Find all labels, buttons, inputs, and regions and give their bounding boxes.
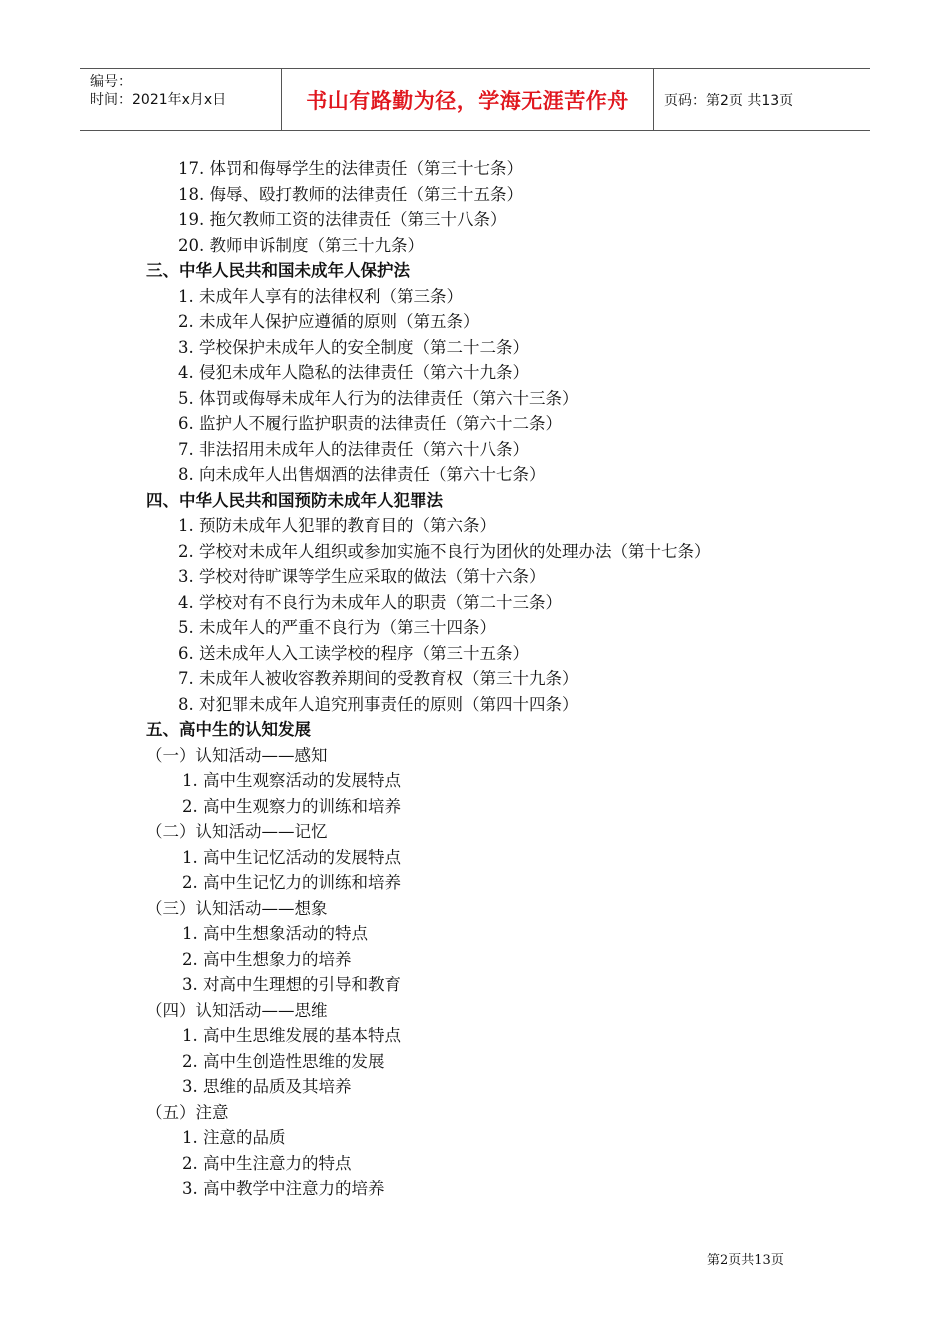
- subsection-heading: （二）认知活动——记忆: [146, 822, 328, 841]
- list-item: 1. 未成年人享有的法律权利（第三条）: [178, 286, 463, 306]
- list-item: 3. 思维的品质及其培养: [182, 1077, 352, 1096]
- list-item: 7. 未成年人被收容教养期间的受教育权（第三十九条）: [178, 669, 579, 688]
- list-item: 2. 高中生注意力的特点: [182, 1153, 352, 1173]
- list-item: 2. 未成年人保护应遵循的原则（第五条）: [178, 312, 480, 331]
- header-page-label: 页码：第2页 共13页: [664, 92, 794, 109]
- serial-label: 编号：: [90, 74, 132, 90]
- list-item: 2. 高中生想象力的培养: [182, 949, 352, 969]
- list-item: 6. 送未成年人入工读学校的程序（第三十五条）: [178, 643, 529, 663]
- list-item: 2. 高中生记忆力的训练和培养: [182, 873, 401, 892]
- header-motto-cell: [281, 69, 654, 130]
- header-page-cell: [654, 69, 870, 130]
- list-item: 1. 注意的品质: [182, 1128, 286, 1147]
- list-item: 2. 学校对未成年人组织或参加实施不良行为团伙的处理办法（第十七条）: [178, 541, 711, 561]
- list-item: 6. 监护人不履行监护职责的法律责任（第六十二条）: [178, 414, 562, 433]
- header-left-cell: [80, 69, 281, 130]
- list-item: 3. 高中教学中注意力的培养: [182, 1179, 385, 1198]
- list-item: 5. 未成年人的严重不良行为（第三十四条）: [178, 618, 496, 637]
- list-item: 3. 学校保护未成年人的安全制度（第二十二条）: [178, 337, 529, 357]
- section-heading: 四、中华人民共和国预防未成年人犯罪法: [146, 490, 443, 510]
- list-item: 18. 侮辱、殴打教师的法律责任（第三十五条）: [178, 184, 523, 204]
- subsection-heading: （一）认知活动——感知: [146, 745, 328, 765]
- list-item: 1. 高中生观察活动的发展特点: [182, 771, 401, 790]
- list-item: 4. 学校对有不良行为未成年人的职责（第二十三条）: [178, 592, 562, 612]
- list-item: 8. 对犯罪未成年人追究刑事责任的原则（第四十四条）: [178, 694, 579, 714]
- section-heading: 三、中华人民共和国未成年人保护法: [146, 261, 410, 280]
- list-item: 2. 高中生观察力的训练和培养: [182, 796, 401, 816]
- list-item: 3. 对高中生理想的引导和教育: [182, 975, 401, 994]
- header-motto: 书山有路勤为径，学海无涯苦作舟: [306, 88, 629, 113]
- list-item: 7. 非法招用未成年人的法律责任（第六十八条）: [178, 439, 529, 459]
- list-item: 3. 学校对待旷课等学生应采取的做法（第十六条）: [178, 567, 546, 586]
- list-item: 20. 教师申诉制度（第三十九条）: [178, 235, 424, 255]
- list-item: 17. 体罚和侮辱学生的法律责任（第三十七条）: [178, 159, 523, 178]
- subsection-heading: （三）认知活动——想象: [146, 898, 328, 918]
- page-header: [80, 68, 870, 131]
- list-item: 8. 向未成年人出售烟酒的法律责任（第六十七条）: [178, 465, 546, 484]
- list-item: 19. 拖欠教师工资的法律责任（第三十八条）: [178, 210, 507, 229]
- list-item: 2. 高中生创造性思维的发展: [182, 1051, 385, 1071]
- page-footer: 第2页共13页: [707, 1253, 784, 1268]
- list-item: 1. 高中生想象活动的特点: [182, 924, 368, 943]
- list-item: 1. 高中生思维发展的基本特点: [182, 1026, 401, 1045]
- date-label: 时间：2021年x月x日: [90, 92, 227, 108]
- subsection-heading: （四）认知活动——思维: [146, 1000, 328, 1020]
- list-item: 5. 体罚或侮辱未成年人行为的法律责任（第六十三条）: [178, 388, 579, 408]
- subsection-heading: （五）注意: [146, 1102, 229, 1122]
- list-item: 1. 高中生记忆活动的发展特点: [182, 847, 401, 867]
- list-item: 1. 预防未成年人犯罪的教育目的（第六条）: [178, 516, 496, 535]
- list-item: 4. 侵犯未成年人隐私的法律责任（第六十九条）: [178, 363, 529, 382]
- section-heading: 五、高中生的认知发展: [146, 720, 311, 739]
